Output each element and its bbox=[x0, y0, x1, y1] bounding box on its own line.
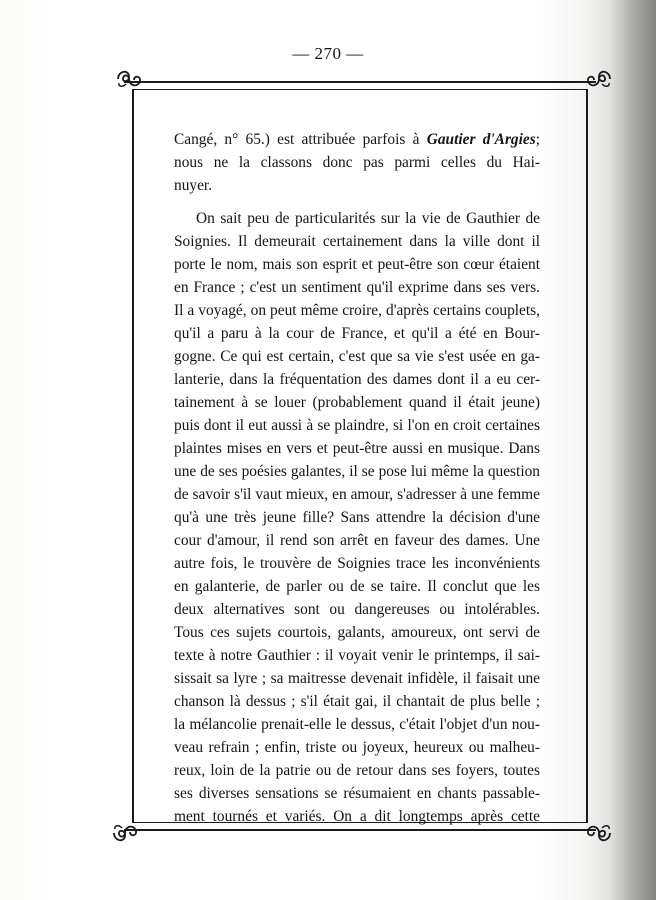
ornament-bottom-left-icon bbox=[112, 820, 138, 846]
text-line: qu'à une très jeune fille? Sans attendre la décision d'une bbox=[174, 509, 540, 526]
body-text bbox=[174, 128, 540, 828]
text-line: cour d'amour, il rend son arrêt en faveur des dames. Une bbox=[174, 532, 540, 549]
text-line: Il a voyagé, on peut même croire, d'après certains couplets, bbox=[174, 302, 540, 319]
text-line: Cangé, n° 65.) est attribuée parfois à Gautier d'Argies; bbox=[174, 131, 541, 148]
ornament-top-left-icon bbox=[116, 66, 142, 92]
text-line: en galanterie, de parler ou de se taire. Il conclut que les bbox=[174, 578, 540, 595]
paragraph-1 bbox=[174, 128, 540, 197]
text-line: porte le nom, mais son esprit et peut-être son cœur étaient bbox=[174, 256, 540, 273]
text-line: Soignies. Il demeurait certainement dans la ville dont il bbox=[174, 233, 540, 250]
text-line: la mélancolie prenait-elle le dessus, c'était l'objet d'un nou- bbox=[174, 716, 540, 733]
text-line: de savoir s'il vaut mieux, en amour, s'adresser à une femme bbox=[174, 486, 540, 503]
page-number: — 270 — bbox=[292, 44, 364, 63]
text-line: On sait peu de particularités sur la vie de Gauthier de bbox=[196, 210, 540, 227]
text-line: en France ; c'est un sentiment qu'il exprime dans ses vers. bbox=[174, 279, 540, 296]
text-line: gogne. Ce qui est certain, c'est que sa vie s'est usée en ga- bbox=[174, 348, 540, 365]
text-line: veau refrain ; enfin, triste ou joyeux, heureux ou malheu- bbox=[174, 739, 540, 756]
text-line: deux alternatives sont ou dangereuses ou intolérables. bbox=[174, 601, 540, 618]
frame-top-inner-rule bbox=[132, 89, 588, 90]
italic-author-name: Gautier d'Argies bbox=[426, 131, 536, 148]
text-line: lanterie, dans la fréquentation des dames dont il a eu cer- bbox=[174, 371, 540, 388]
text-line: ses diverses sensations se résumaient en chants passable- bbox=[174, 785, 540, 802]
text-line: Tous ces sujets courtois, galants, amoureux, ont servi de bbox=[174, 624, 540, 641]
ornament-top-right-icon bbox=[586, 66, 612, 92]
page-edge-shadow bbox=[610, 0, 656, 900]
text-line: puis dont il eut aussi à se plaindre, si l'on en croit certaines bbox=[174, 417, 540, 434]
frame-left-rule bbox=[132, 89, 134, 823]
frame-right-rule bbox=[586, 89, 588, 823]
frame-top-rule bbox=[124, 81, 596, 83]
text-line: nous ne la classons donc pas parmi celles du Hai- bbox=[174, 154, 540, 171]
text-line: ment tournés et variés. On a dit longtemps après cette bbox=[174, 808, 540, 825]
text-line: chanson là dessus ; s'il était gai, il chantait de plus belle ; bbox=[174, 693, 540, 710]
text-line: nuyer. bbox=[174, 177, 213, 194]
frame-bottom-rule bbox=[124, 829, 596, 831]
text-line: reux, loin de la patrie ou de retour dans ses foyers, toutes bbox=[174, 762, 540, 779]
text-line: une de ses poésies galantes, il se pose lui même la question bbox=[174, 463, 540, 480]
ornament-bottom-right-icon bbox=[586, 820, 612, 846]
text-line: qu'il a paru à la cour de France, et qu'il a été en Bour- bbox=[174, 325, 540, 342]
paragraph-2 bbox=[174, 207, 540, 828]
text-line: tainement à se louer (probablement quand il était jeune) bbox=[174, 394, 540, 411]
text-line: sissait sa lyre ; sa maitresse devenait infidèle, il faisait une bbox=[174, 670, 540, 687]
text-line: plaintes mises en vers et peut-être aussi en musique. Dans bbox=[174, 440, 540, 457]
text-line: autre fois, le trouvère de Soignies trace les inconvénients bbox=[174, 555, 540, 572]
text-line: texte à notre Gauthier : il voyait venir le printemps, il sai- bbox=[174, 647, 540, 664]
